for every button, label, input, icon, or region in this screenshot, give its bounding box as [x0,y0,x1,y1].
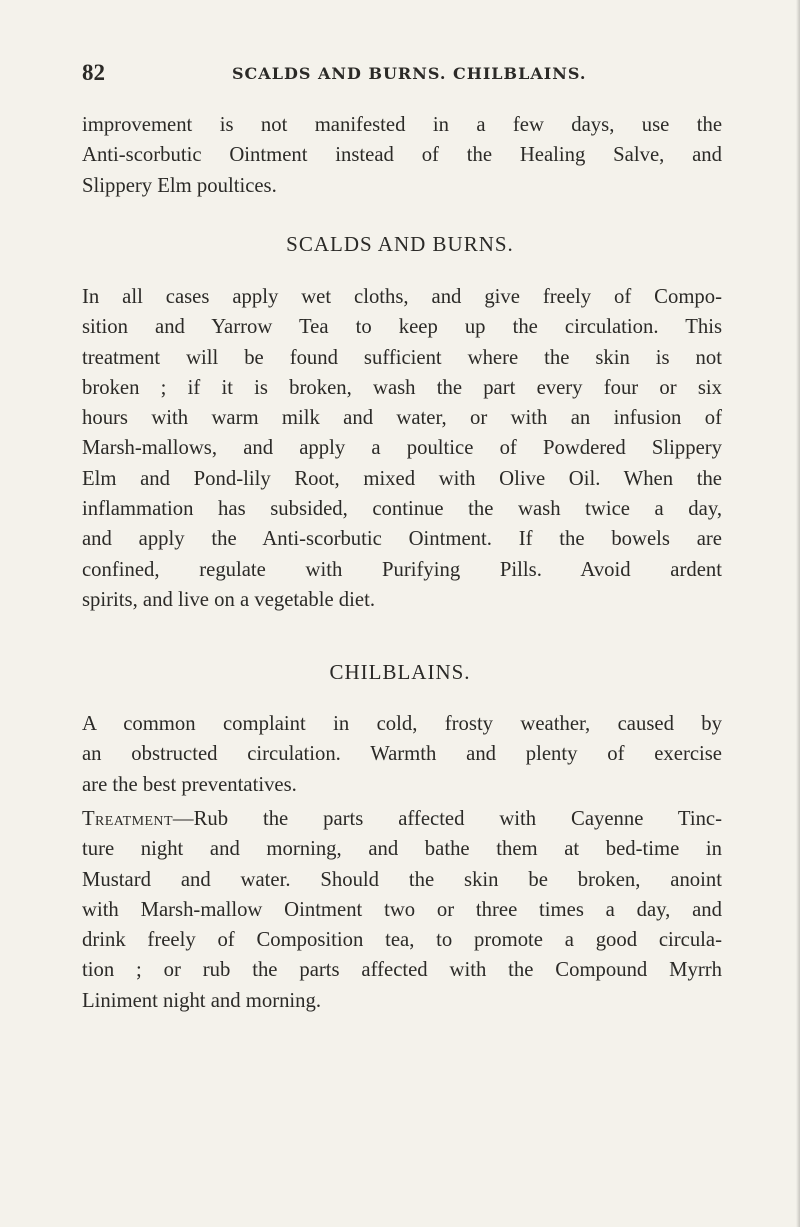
text-line: Anti-scorbutic Ointment instead of the Healing Salve, and [82,144,722,167]
text-line: Mustard and water. Should the skin be broken, anoint [82,868,722,891]
text-line: and apply the Anti-scorbutic Ointment. If the bowels are [82,528,722,551]
text-line: inflammation has subsided, continue the wash twice a day, [82,498,722,521]
text-line: spirits, and live on a vegetable diet. [82,588,375,611]
page-edge-shadow [796,0,800,1227]
text-line: sition and Yarrow Tea to keep up the circulation. This [82,316,722,339]
chilblains-paragraph [82,709,722,800]
text-line: Elm and Pond-lily Root, mixed with Olive Oil. When the [82,467,722,490]
text-line: Marsh-mallows, and apply a poultice of Powdered Slippery [82,437,722,460]
text-line: ture night and morning, and bathe them at bed-time in [82,838,722,861]
page-header [82,60,722,92]
text-line: treatment will be found sufficient where the skin is not [82,346,722,369]
text-line: with Marsh-mallow Ointment two or three times a day, and [82,898,722,921]
text-line: In all cases apply wet cloths, and give freely of Compo- [82,286,722,308]
text-line: confined, regulate with Purifying Pills. Avoid ardent [82,558,722,581]
section-heading-chilblains: CHILBLAINS. [329,660,471,684]
text-line: Liniment night and morning. [82,989,322,1012]
section-heading-scalds: SCALDS AND BURNS. [286,232,514,256]
text-line: A common complaint in cold, frosty weather, caused by [82,713,722,735]
text-line: tion ; or rub the parts affected with the Compound Myrrh [82,959,722,982]
treatment-label: Treatment [82,808,173,830]
text-line: hours with warm milk and water, or with an infusion of [82,407,722,430]
text-line [82,804,722,834]
treatment-paragraph [82,804,722,1016]
treatment-first-line: —Rub the parts affected with Cayenne Tinc- [172,808,722,830]
intro-paragraph [82,110,722,201]
page-number: 82 [82,60,105,85]
running-head: SCALDS AND BURNS. CHILBLAINS. [232,64,587,83]
text-line: broken ; if it is broken, wash the part every four or six [82,376,722,399]
text-line: improvement is not manifested in a few days, use the [82,114,722,136]
scalds-paragraph [82,282,722,615]
text-line: an obstructed circulation. Warmth and plenty of exercise [82,743,722,766]
text-line: drink freely of Composition tea, to promote a good circula- [82,929,722,952]
text-line: are the best preventatives. [82,773,297,796]
text-line: Slippery Elm poultices. [82,174,277,197]
